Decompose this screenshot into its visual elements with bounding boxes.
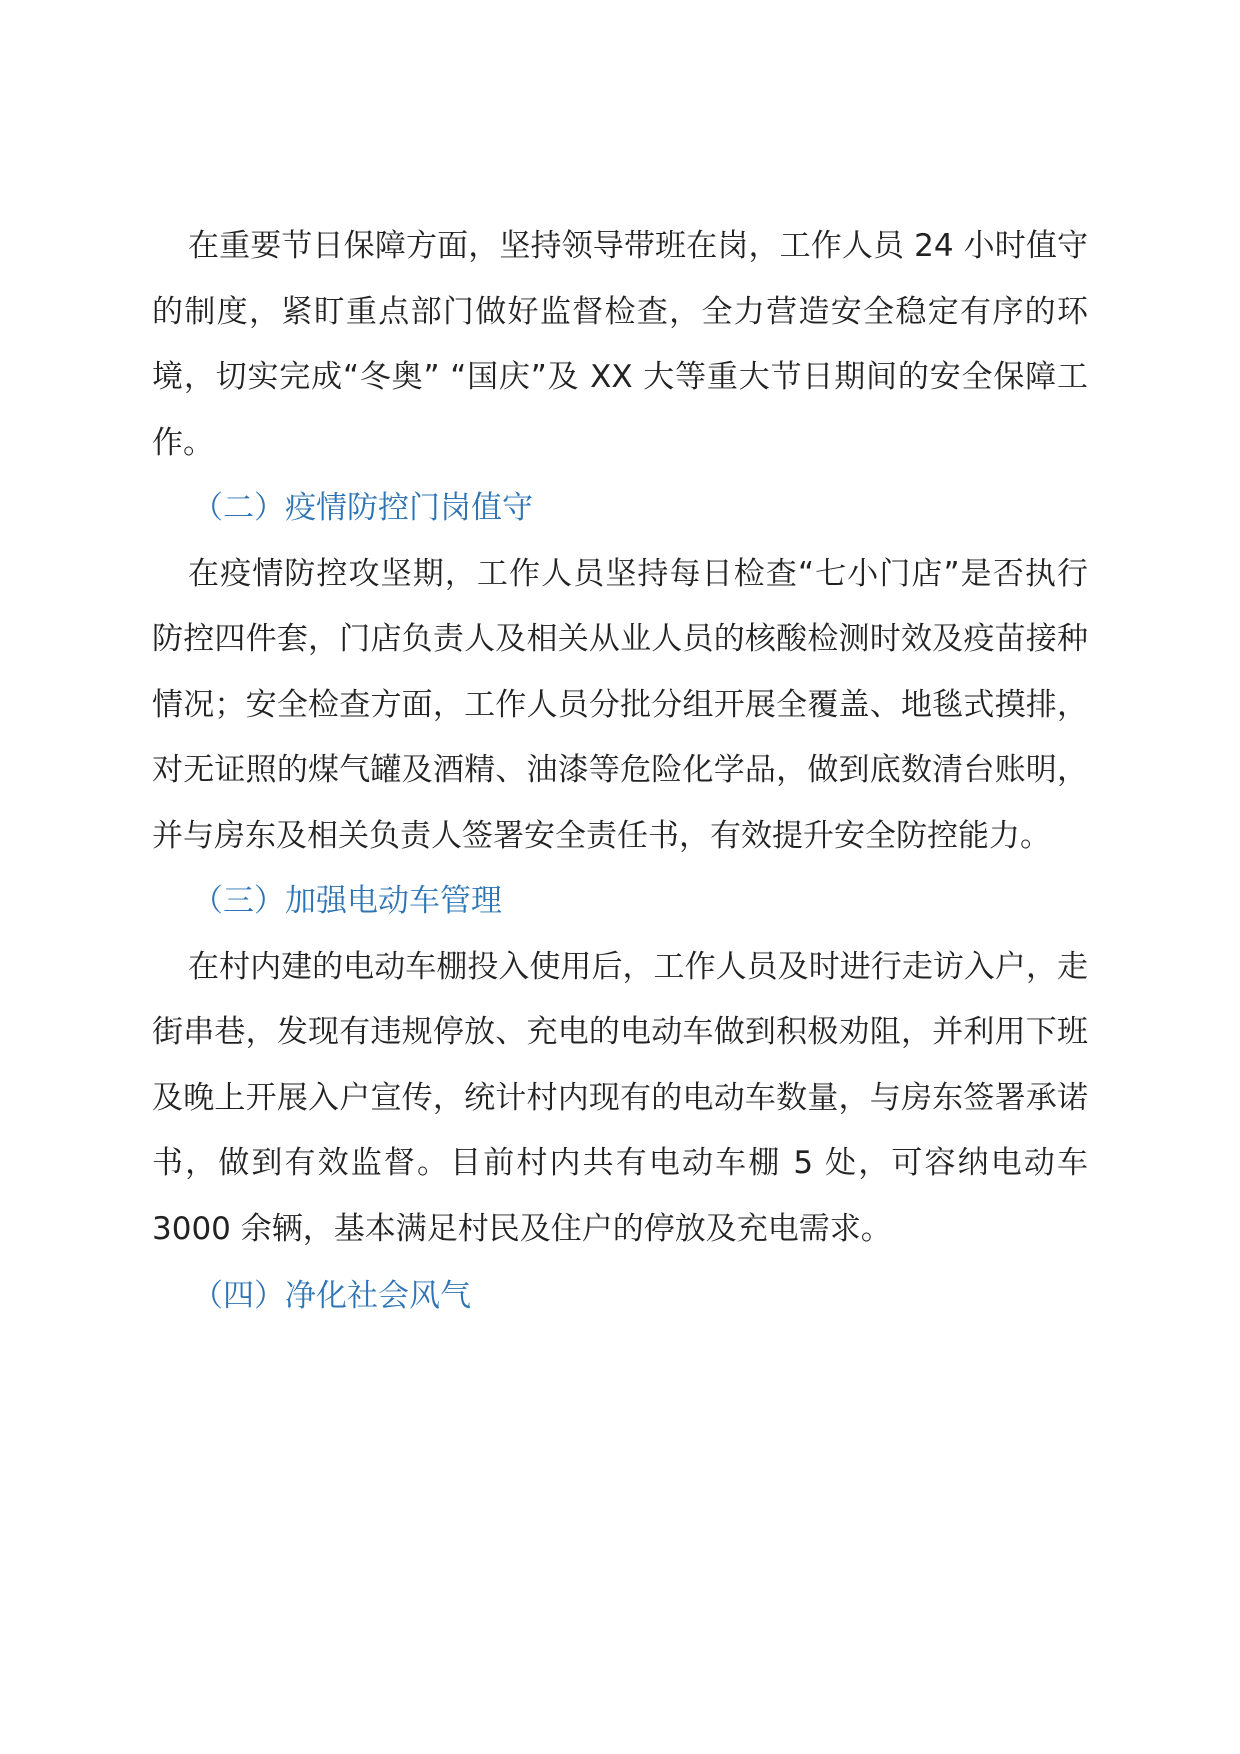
section-heading-ebike-management: （三）加强电动车管理 (192, 883, 502, 919)
paragraph-epidemic-control: 在疫情防控攻坚期，工作人员坚持每日检查“七小门店”是否执行防控四件套，门店负责人及相关从业人员的核酸检测时效及疫苗接种情况；安全检查方面，工作人员分批分组开展全覆盖、地毯式摸排，对无证照的煤气罐及酒精、油漆等危险化学品，做到底数清台账明，并与房东及相关负责人签署安全责任书，有效提升安全防控能力。 (152, 555, 1088, 854)
paragraph-ebike-management: 在村内建的电动车棚投入使用后，工作人员及时进行走访入户，走街串巷，发现有违规停放、充电的电动车做到积极劝阻，并利用下班及晚上开展入户宣传，统计村内现有的电动车数量，与房东签署承诺书，做到有效监督。目前村内共有电动车棚 5 处，可容纳电动车 3000 余辆，基本满足村民及住户的停放及充电需求。 (152, 948, 1088, 1247)
document-body (152, 214, 1088, 1330)
section-heading-social-atmosphere: （四）净化社会风气 (192, 1278, 471, 1314)
paragraph-holiday-security: 在重要节日保障方面，坚持领导带班在岗，工作人员 24 小时值守的制度，紧盯重点部门做好监督检查，全力营造安全稳定有序的环境，切实完成“冬奥” “国庆”及 XX 大等重大节日期间的安全保障工作。 (152, 228, 1088, 461)
section-heading-epidemic-gate-duty: （二）疫情防控门岗值守 (192, 490, 533, 526)
